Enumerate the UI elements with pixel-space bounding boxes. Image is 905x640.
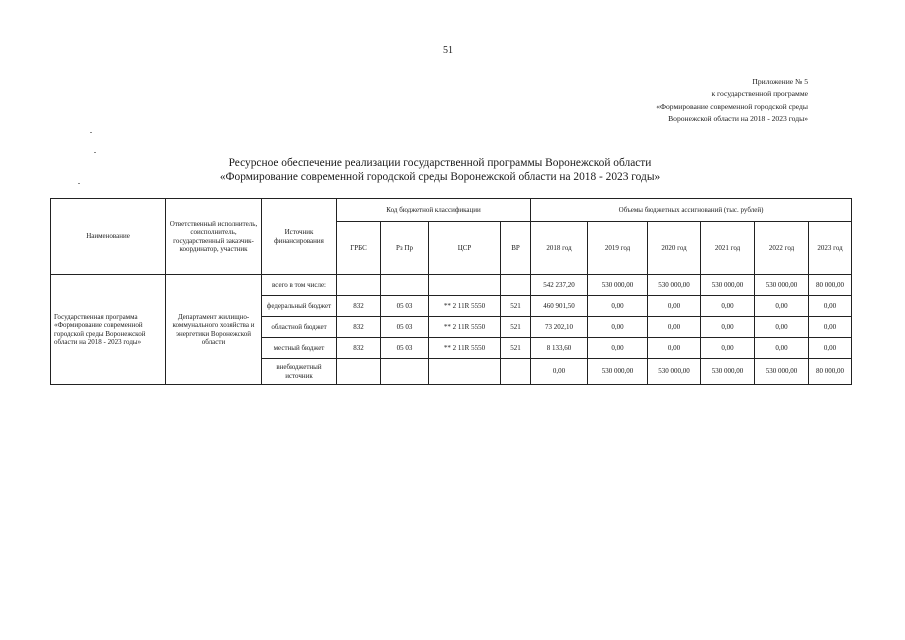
grbs-cell: 832 [337,317,381,338]
header-code: ЦСР [429,222,501,275]
title-line: «Формирование современной городской среды Воронежской области на 2018 - 2023 годы» [219,171,661,183]
appendix-header [656,76,808,126]
value-cell: 530 000,00 [755,359,809,385]
source-cell: всего в том числе: [262,275,337,296]
page-number: 51 [443,45,453,56]
value-cell: 0,00 [809,317,852,338]
rzpr-cell: 05 03 [381,338,429,359]
grbs-cell [337,359,381,385]
value-cell: 0,00 [701,296,755,317]
vr-cell [501,359,531,385]
value-cell: 0,00 [531,359,588,385]
value-cell: 80 000,00 [809,359,852,385]
header-row [51,199,852,222]
grbs-cell: 832 [337,338,381,359]
value-cell: 542 237,20 [531,275,588,296]
appendix-line: «Формирование современной городской среды [656,101,808,111]
source-cell: местный бюджет [262,338,337,359]
header-year: 2020 год [648,222,701,275]
value-cell: 80 000,00 [809,275,852,296]
header-year: 2018 год [531,222,588,275]
value-cell: 0,00 [755,317,809,338]
value-cell: 530 000,00 [588,275,648,296]
executor-cell: Департамент жилищно-коммунального хозяйства и энергетики Воронежской области [166,275,262,385]
source-cell: внебюджетный источник [262,359,337,385]
appendix-line: к государственной программе [711,89,808,99]
header-code: Рз Пр [381,222,429,275]
value-cell: 0,00 [809,296,852,317]
scan-speck [94,152,96,153]
header-code-group: Код бюджетной классификации [337,199,531,222]
header-year: 2023 год [809,222,852,275]
header-code: ВР [501,222,531,275]
header-year: 2019 год [588,222,648,275]
vr-cell: 521 [501,296,531,317]
rzpr-cell [381,275,429,296]
csr-cell: ** 2 11R 5550 [429,296,501,317]
document-title [140,156,740,184]
grbs-cell: 832 [337,296,381,317]
value-cell: 0,00 [755,296,809,317]
header-volume-group: Объемы бюджетных ассигнований (тыс. рублей) [531,199,852,222]
value-cell: 0,00 [588,296,648,317]
vr-cell [501,275,531,296]
value-cell: 0,00 [701,317,755,338]
table-row [51,275,852,296]
title-line: Ресурсное обеспечение реализации государственной программы Воронежской области [228,157,652,169]
header-executor: Ответственный исполнитель, соисполнитель, государственный заказчик-координатор, участник [166,199,262,275]
grbs-cell [337,275,381,296]
value-cell: 0,00 [755,338,809,359]
source-cell: федеральный бюджет [262,296,337,317]
header-name: Наименование [51,199,166,275]
source-cell: областной бюджет [262,317,337,338]
header-year: 2021 год [701,222,755,275]
csr-cell: ** 2 11R 5550 [429,317,501,338]
csr-cell [429,359,501,385]
value-cell: 460 901,50 [531,296,588,317]
value-cell: 0,00 [648,296,701,317]
value-cell: 0,00 [701,338,755,359]
value-cell: 0,00 [648,317,701,338]
value-cell: 8 133,60 [531,338,588,359]
header-source: Источник финансирования [262,199,337,275]
scan-speck [90,132,92,133]
header-code: ГРБС [337,222,381,275]
vr-cell: 521 [501,317,531,338]
value-cell: 0,00 [588,338,648,359]
value-cell: 0,00 [809,338,852,359]
appendix-line: Приложение № 5 [752,77,808,86]
csr-cell: ** 2 11R 5550 [429,338,501,359]
value-cell: 530 000,00 [755,275,809,296]
value-cell: 530 000,00 [648,359,701,385]
value-cell: 530 000,00 [588,359,648,385]
value-cell: 0,00 [648,338,701,359]
value-cell: 0,00 [588,317,648,338]
rzpr-cell: 05 03 [381,296,429,317]
rzpr-cell [381,359,429,385]
vr-cell: 521 [501,338,531,359]
header-year: 2022 год [755,222,809,275]
value-cell: 73 202,10 [531,317,588,338]
rzpr-cell: 05 03 [381,317,429,338]
program-name-cell: Государственная программа «Формирование современной городской среды Воронежской области на 2018 - 2023 годы» [51,275,166,385]
value-cell: 530 000,00 [701,275,755,296]
appendix-line: Воронежской области на 2018 - 2023 годы» [668,114,808,124]
value-cell: 530 000,00 [701,359,755,385]
csr-cell [429,275,501,296]
funding-table [50,198,852,385]
scan-speck [78,183,80,184]
value-cell: 530 000,00 [648,275,701,296]
